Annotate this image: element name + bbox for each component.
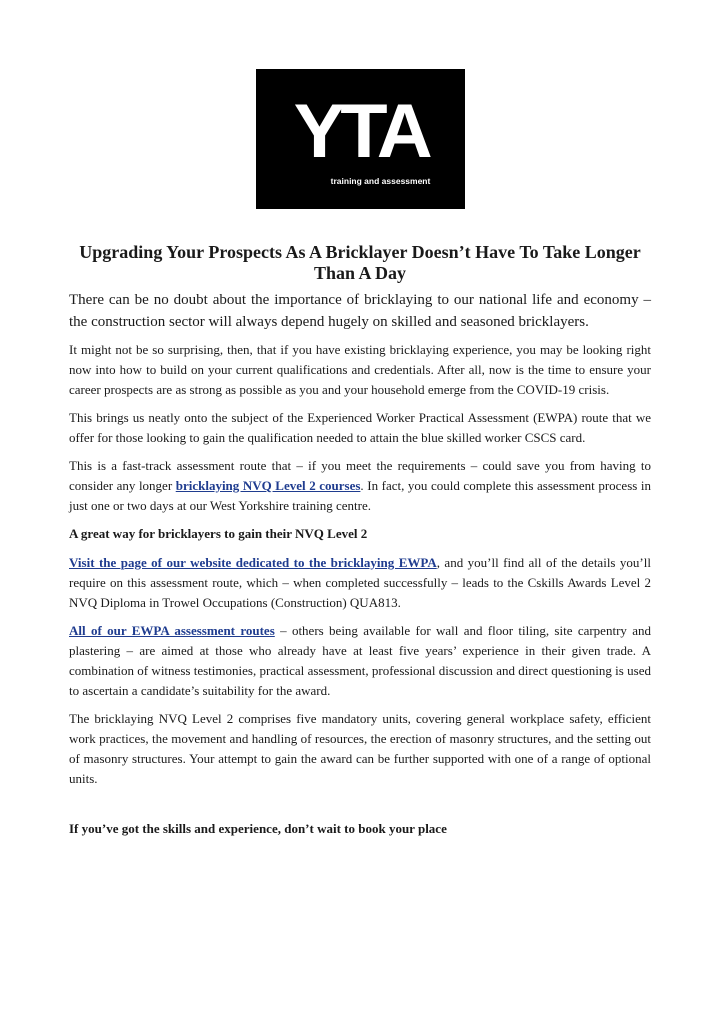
logo-mark: YTA xyxy=(293,89,428,174)
paragraph-visit-page-text: , and you’ll find all of the details you’ll require on this assessment route, which – when completed successfully – leads to the Cskills Awards Level 2 NVQ Diploma in Trowel Occupations (Construction) QUA813. xyxy=(69,555,651,610)
paragraph-visit-page xyxy=(69,553,651,613)
paragraph-experience: It might not be so surprising, then, that if you have existing bricklaying experience, you may be looking right now into how to build on your current qualifications and credentials. After all, now is the time to ensure your career prospects are as strong as possible as you and your household emerge from the COVID-19 crisis. xyxy=(69,342,651,397)
paragraph-mandatory-units: The bricklaying NVQ Level 2 comprises five mandatory units, covering general workplace safety, efficient work practices, the movement and handling of resources, the erection of masonry structures, and the setting out of masonry structures. Your attempt to gain the award can be further supported with one of a range of optional units. xyxy=(69,711,651,786)
paragraph-ewpa-routes xyxy=(69,621,651,701)
lead-paragraph: There can be no doubt about the importance of bricklaying to our national life and economy – the construction sector will always depend hugely on skilled and seasoned bricklayers. xyxy=(69,292,651,330)
ewpa-assessment-routes-link[interactable]: All of our EWPA assessment routes xyxy=(69,623,275,638)
paragraph-ewpa-routes-text: – others being available for wall and floor tiling, site carpentry and plastering – are aimed at those who already have at least five years’ experience in their given trade. A combination of witness testimonies, practical assessment, professional discussion and direct questioning is used to ascertain a candidate’s suitability for the award. xyxy=(69,623,651,698)
yta-logo xyxy=(256,69,465,209)
paragraph-ewpa-route: This brings us neatly onto the subject of the Experienced Worker Practical Assessment (EWPA) route that we offer for those looking to gain the qualification needed to attain the blue skilled worker CSCS card. xyxy=(69,410,651,445)
subheading-book-your-place: If you’ve got the skills and experience, don’t wait to book your place xyxy=(69,821,447,836)
article-title: Upgrading Your Prospects As A Bricklayer Doesn’t Have To Take Longer Than A Day xyxy=(79,242,641,283)
paragraph-fast-track-text-2: . In fact, you could complete this assessment process in just one or two days at our West Yorkshire training centre. xyxy=(69,478,651,513)
paragraph-fast-track xyxy=(69,456,651,516)
logo-tagline: training and assessment xyxy=(330,176,431,186)
article xyxy=(69,242,651,848)
subheading-nvq-level-2: A great way for bricklayers to gain their NVQ Level 2 xyxy=(69,526,368,541)
bricklaying-nvq-courses-link[interactable]: bricklaying NVQ Level 2 courses xyxy=(175,478,361,493)
paragraph-fast-track-text-1: This is a fast-track assessment route that – if you meet the requirements – could save you from having to consider any longer xyxy=(69,458,651,493)
bricklaying-ewpa-page-link[interactable]: Visit the page of our website dedicated to the bricklaying EWPA xyxy=(69,555,437,570)
